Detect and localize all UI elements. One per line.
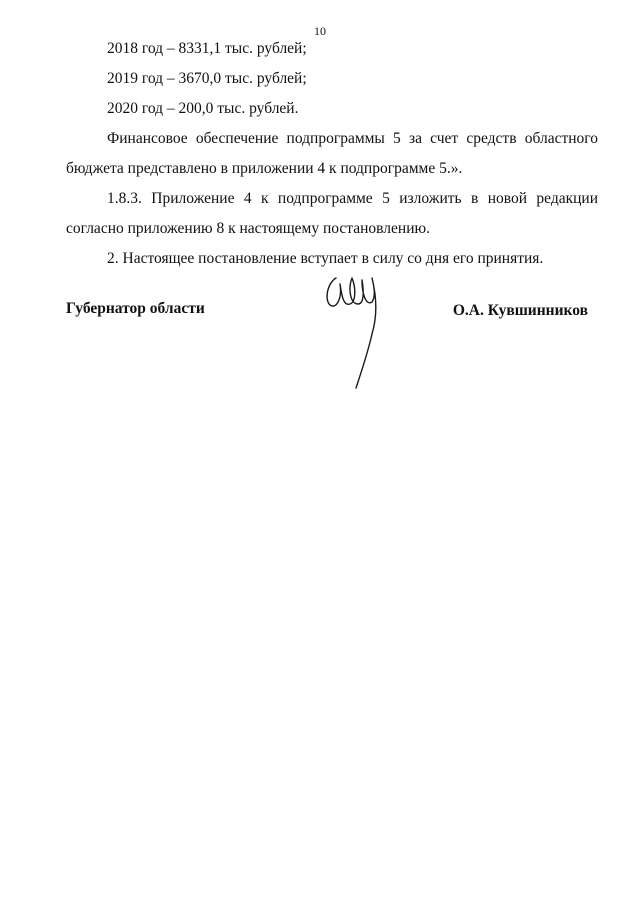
signature-block <box>66 298 598 408</box>
budget-line-2018: 2018 год – 8331,1 тыс. рублей; <box>107 40 307 57</box>
document-body <box>66 34 598 274</box>
page-number: 10 <box>314 24 326 38</box>
signer-title: Губернатор области <box>66 300 205 317</box>
financing-paragraph: Финансовое обеспечение подпрограммы 5 за счет средств областного бюджета представлено в приложении 4 к подпрограмме 5.». <box>66 130 598 177</box>
budget-line-2019: 2019 год – 3670,0 тыс. рублей; <box>107 70 307 87</box>
signer-name: О.А. Кувшинников <box>452 302 588 319</box>
item-1-8-3-paragraph: 1.8.3. Приложение 4 к подпрограмме 5 изложить в новой редакции согласно приложению 8 к настоящему постановлению. <box>66 190 598 237</box>
handwritten-signature <box>322 274 392 394</box>
item-2-paragraph: 2. Настоящее постановление вступает в силу со дня его принятия. <box>107 250 544 267</box>
budget-line-2020: 2020 год – 200,0 тыс. рублей. <box>107 100 299 117</box>
